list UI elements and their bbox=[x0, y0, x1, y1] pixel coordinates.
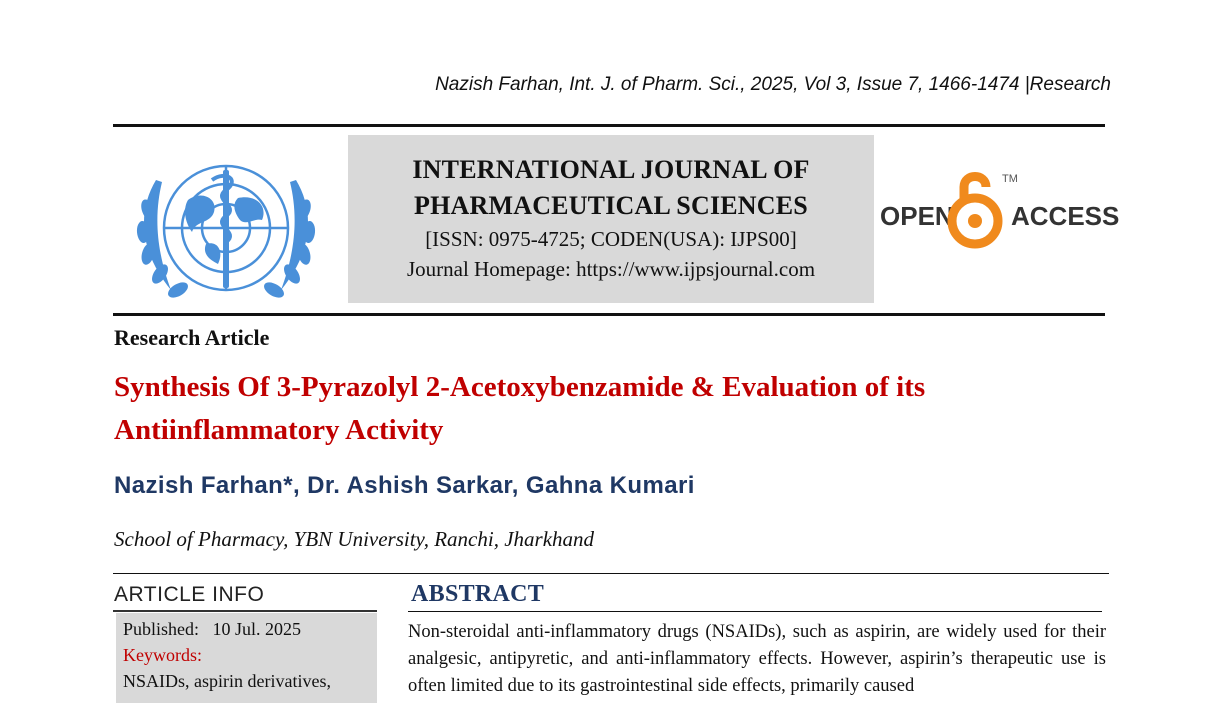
article-type: Research Article bbox=[114, 325, 270, 350]
journal-name-line1: INTERNATIONAL JOURNAL OF bbox=[412, 155, 810, 184]
journal-banner bbox=[348, 135, 874, 303]
affiliation: School of Pharmacy, YBN University, Ranchi, Jharkhand bbox=[114, 527, 595, 551]
title-line1: Synthesis Of 3-Pyrazolyl 2-Acetoxybenzamide & Evaluation of its bbox=[114, 371, 926, 403]
journal-issn: [ISSN: 0975-4725; CODEN(USA): IJPS00] bbox=[425, 227, 797, 251]
trademark-mark: TM bbox=[1002, 173, 1018, 185]
author-list: Nazish Farhan*, Dr. Ashish Sarkar, Gahna Kumari bbox=[114, 472, 695, 499]
un-emblem-logo bbox=[126, 140, 326, 308]
title-line2: Antiinflammatory Activity bbox=[114, 414, 444, 446]
header-bottom-rule bbox=[113, 313, 1105, 316]
running-header: Nazish Farhan, Int. J. of Pharm. Sci., 2025, Vol 3, Issue 7, 1466-1474 |Research bbox=[435, 74, 1111, 95]
journal-homepage: Journal Homepage: https://www.ijpsjournal.com bbox=[406, 257, 816, 281]
abstract-rule bbox=[408, 611, 1102, 612]
section-divider bbox=[113, 573, 1109, 574]
keywords-list: NSAIDs, aspirin derivatives, bbox=[123, 671, 331, 691]
article-info-heading: ARTICLE INFO bbox=[114, 583, 265, 606]
header-top-rule bbox=[113, 124, 1105, 127]
keywords-label: Keywords: bbox=[123, 645, 202, 665]
article-info-box bbox=[116, 613, 377, 703]
published-row bbox=[123, 616, 370, 642]
journal-name-line2: PHARMACEUTICAL SCIENCES bbox=[414, 191, 808, 220]
access-word: ACCESS bbox=[1011, 201, 1120, 231]
abstract-heading: ABSTRACT bbox=[411, 581, 545, 607]
open-access-logo bbox=[878, 165, 1120, 255]
article-info-rule bbox=[113, 610, 377, 612]
abstract-text: Non-steroidal anti-inflammatory drugs (NSAIDs), such as aspirin, are widely used for their analgesic, antipyretic, and anti-inflammatory effects. However, aspirin’s therapeutic use is often limited due to its gastrointestinal side effects, primarily caused bbox=[408, 622, 1106, 696]
published-date: 10 Jul. 2025 bbox=[212, 619, 302, 639]
open-word: OPEN bbox=[880, 201, 954, 231]
published-label: Published: bbox=[123, 619, 200, 639]
article-title bbox=[114, 366, 1094, 452]
